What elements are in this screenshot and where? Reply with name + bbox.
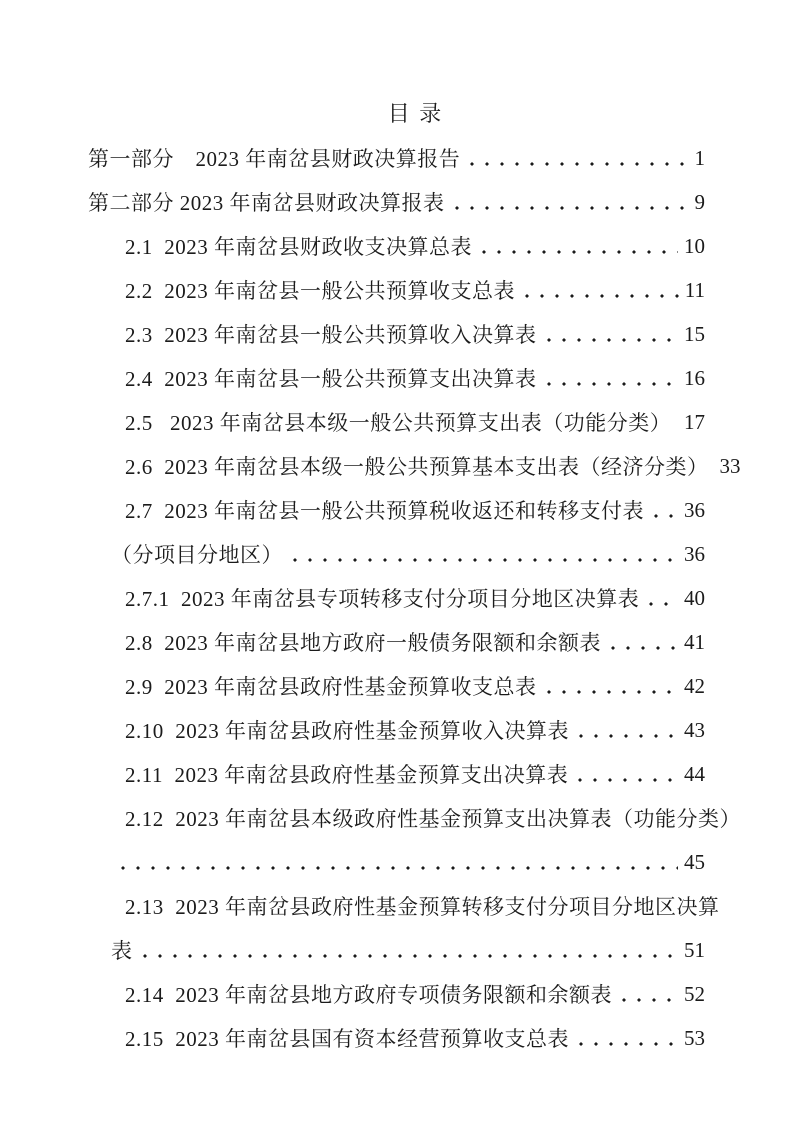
page-number: 36	[684, 497, 705, 522]
page-number: 33	[719, 453, 741, 478]
page-number: 10	[684, 233, 705, 258]
toc-entry-text: 2.10 2023 年南岔县政府性基金预算收入决算表	[125, 719, 569, 743]
toc-entry-row	[88, 664, 705, 708]
toc-entry-row	[88, 136, 705, 180]
dot-leader	[138, 928, 679, 972]
dot-leader	[542, 664, 679, 708]
toc-entry-row	[88, 620, 705, 664]
page-number: 52	[684, 981, 705, 1006]
toc-entry-row	[88, 972, 705, 1016]
toc-entry-text: 2.1 2023 年南岔县财政收支决算总表	[125, 235, 472, 259]
toc-entry-row	[88, 576, 705, 620]
page-number: 42	[684, 673, 705, 698]
dot-leader	[450, 180, 686, 224]
page-number: 44	[684, 761, 705, 786]
toc-entry-row	[88, 752, 705, 796]
toc-entry-row	[88, 532, 705, 576]
dot-leader	[644, 576, 678, 620]
toc-entry-row	[88, 224, 705, 268]
toc-entry-row	[88, 356, 705, 400]
toc-entry-text: 2.4 2023 年南岔县一般公共预算支出决算表	[125, 367, 537, 391]
toc-entry-text: 2.12 2023 年南岔县本级政府性基金预算支出决算表（功能分类）	[125, 807, 741, 831]
toc-entry-text: 2.11 2023 年南岔县政府性基金预算支出决算表	[125, 763, 569, 787]
page-number: 43	[684, 717, 705, 742]
toc-entry-text: 2.2 2023 年南岔县一般公共预算收支总表	[125, 279, 515, 303]
dot-leader	[617, 972, 678, 1016]
dot-leader	[574, 708, 678, 752]
page-number: 15	[684, 321, 705, 346]
toc-entry-text: 2.5 2023 年南岔县本级一般公共预算支出表（功能分类）	[125, 411, 672, 435]
toc-entry-text: 2.7 2023 年南岔县一般公共预算税收返还和转移支付表	[125, 499, 644, 523]
toc-entry-text: 2.15 2023 年南岔县国有资本经营预算收支总表	[125, 1027, 569, 1051]
page-number: 41	[684, 629, 705, 654]
toc-entry-row	[88, 488, 705, 532]
page-number: 51	[684, 937, 705, 962]
toc-entry-row	[88, 444, 741, 488]
toc-entry-row	[88, 400, 705, 444]
dot-leader	[465, 136, 685, 180]
page-number: 1	[694, 145, 705, 170]
toc-entry-row	[88, 268, 705, 312]
page-number: 9	[694, 189, 705, 214]
page-number: 53	[684, 1025, 705, 1050]
toc-entry-text: 2.6 2023 年南岔县本级一般公共预算基本支出表（经济分类）	[125, 455, 709, 479]
page-number: 16	[684, 365, 705, 390]
toc-entry-row	[88, 796, 741, 840]
toc-entry-text: 表	[111, 939, 133, 963]
toc-entry-text: 2.9 2023 年南岔县政府性基金预算收支总表	[125, 675, 537, 699]
dot-leader	[288, 532, 678, 576]
dot-leader	[477, 224, 678, 268]
toc-title: 目 录	[387, 101, 444, 126]
toc-entry-row	[88, 928, 705, 972]
dot-leader	[542, 312, 679, 356]
toc-entry-row	[88, 840, 705, 884]
page-number: 40	[684, 585, 705, 610]
dot-leader	[573, 752, 678, 796]
toc-entry-text: 2.3 2023 年南岔县一般公共预算收入决算表	[125, 323, 537, 347]
dot-leader	[606, 620, 678, 664]
toc-entry-row	[88, 884, 720, 928]
toc-entry-text: （分项目分地区）	[111, 543, 283, 567]
toc-entry-text: 2.8 2023 年南岔县地方政府一般债务限额和余额表	[125, 631, 601, 655]
dot-leader	[649, 488, 678, 532]
dot-leader	[676, 400, 678, 444]
toc-entry-text: 2.14 2023 年南岔县地方政府专项债务限额和余额表	[125, 983, 612, 1007]
toc-entry-row	[88, 1016, 705, 1060]
toc-entry-text: 第二部分 2023 年南岔县财政决算报表	[88, 191, 445, 215]
toc-entry-row	[88, 312, 705, 356]
toc-entry-text: 第一部分 2023 年南岔县财政决算报告	[88, 147, 461, 171]
dot-leader	[116, 840, 678, 884]
toc-entry-text: 2.7.1 2023 年南岔县专项转移支付分项目分地区决算表	[125, 587, 640, 611]
page-number: 17	[684, 409, 705, 434]
page-number: 45	[684, 849, 705, 874]
toc-entry-row	[88, 180, 705, 224]
dot-leader	[520, 268, 679, 312]
toc-entry-row	[88, 708, 705, 752]
dot-leader	[574, 1016, 678, 1060]
dot-leader	[542, 356, 679, 400]
toc-entry-text: 2.13 2023 年南岔县政府性基金预算转移支付分项目分地区决算	[125, 895, 720, 919]
page-number: 11	[684, 277, 705, 302]
page-number: 36	[684, 541, 705, 566]
